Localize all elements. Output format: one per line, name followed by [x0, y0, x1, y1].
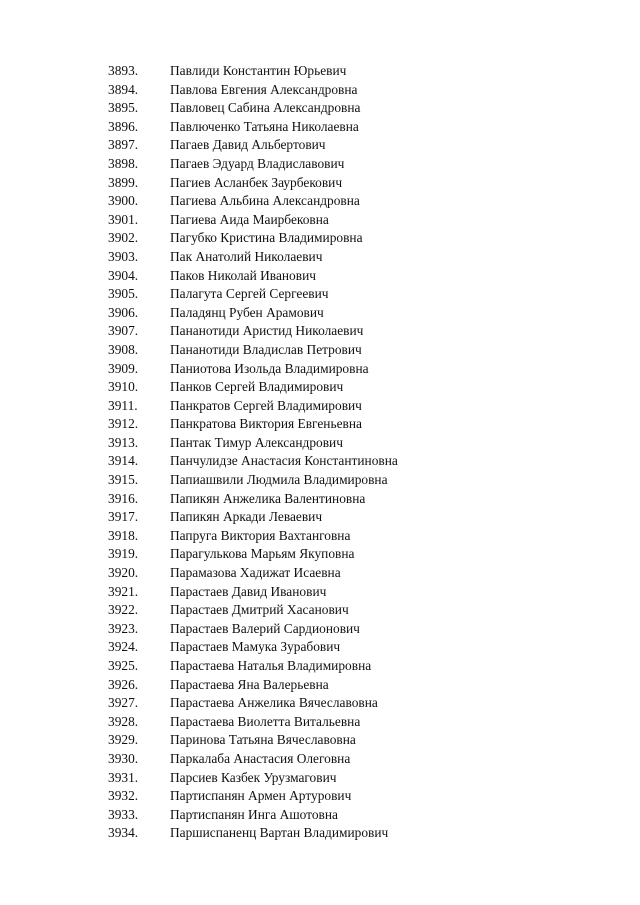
entry-number: 3905.	[108, 286, 139, 302]
list-item	[108, 285, 398, 304]
entry-number: 3911.	[108, 397, 138, 413]
entry-full-name: Паниотова Изольда Владимировна	[170, 360, 369, 376]
entry-number: 3901.	[108, 211, 139, 227]
entry-number: 3916.	[108, 490, 139, 506]
entry-number: 3919.	[108, 546, 139, 562]
list-item	[108, 397, 398, 416]
entry-number: 3913.	[108, 434, 139, 450]
entry-full-name: Паршиспаненц Вартан Владимирович	[170, 825, 389, 841]
list-item	[108, 508, 398, 527]
entry-number: 3894.	[108, 81, 139, 97]
list-item	[108, 564, 398, 583]
entry-full-name: Паркалаба Анастасия Олеговна	[170, 750, 351, 766]
entry-full-name: Пак Анатолий Николаевич	[170, 248, 323, 264]
entry-full-name: Пагаев Эдуард Владиславович	[170, 155, 345, 171]
entry-number: 3920.	[108, 565, 139, 581]
list-item	[108, 248, 398, 267]
list-item	[108, 267, 398, 286]
list-item	[108, 824, 398, 843]
entry-number: 3914.	[108, 453, 139, 469]
entry-number: 3912.	[108, 416, 139, 432]
entry-number: 3896.	[108, 118, 139, 134]
entry-full-name: Парастаев Давид Иванович	[170, 583, 327, 599]
list-item	[108, 731, 398, 750]
entry-full-name: Парастаева Виолетта Витальевна	[170, 713, 361, 729]
list-item	[108, 118, 398, 137]
entry-full-name: Панкратова Виктория Евгеньевна	[170, 416, 362, 432]
entry-full-name: Пагиева Аида Маирбековна	[170, 211, 329, 227]
entry-full-name: Папикян Анжелика Валентиновна	[170, 490, 366, 506]
entry-number: 3902.	[108, 230, 139, 246]
entry-full-name: Панков Сергей Владимирович	[170, 379, 344, 395]
entry-number: 3895.	[108, 100, 139, 116]
entry-full-name: Парастаева Наталья Владимировна	[170, 658, 372, 673]
list-item	[108, 583, 398, 602]
entry-number: 3910.	[108, 379, 139, 395]
entry-full-name: Паринова Татьяна Вячеславовна	[170, 732, 356, 748]
entry-full-name: Пантак Тимур Александрович	[170, 434, 343, 450]
entry-full-name: Парамазова Хадижат Исаевна	[170, 565, 341, 581]
entry-number: 3907.	[108, 323, 139, 339]
list-item	[108, 694, 398, 713]
list-item	[108, 638, 398, 657]
entry-full-name: Павловец Сабина Александровна	[170, 100, 361, 116]
list-item	[108, 490, 398, 509]
entry-full-name: Парастаева Яна Валерьевна	[170, 676, 329, 692]
name-list	[108, 62, 398, 843]
entry-number: 3898.	[108, 155, 139, 171]
entry-number: 3903.	[108, 248, 139, 264]
entry-full-name: Панчулидзе Анастасия Константиновна	[170, 453, 398, 469]
entry-full-name: Парастаев Мамука Зурабович	[170, 639, 341, 655]
list-item	[108, 360, 398, 379]
entry-full-name: Папруга Виктория Вахтанговна	[170, 527, 351, 543]
list-item	[108, 136, 398, 155]
entry-number: 3915.	[108, 472, 139, 488]
list-item	[108, 620, 398, 639]
entry-number: 3933.	[108, 806, 139, 822]
entry-full-name: Паладянц Рубен Арамович	[170, 304, 324, 320]
entry-full-name: Павлиди Константин Юрьевич	[170, 63, 347, 78]
list-item	[108, 471, 398, 490]
list-item	[108, 787, 398, 806]
list-item	[108, 192, 398, 211]
list-item	[108, 415, 398, 434]
entry-number: 3917.	[108, 509, 139, 525]
entry-number: 3928.	[108, 713, 139, 729]
entry-number: 3932.	[108, 788, 139, 804]
list-item	[108, 750, 398, 769]
entry-number: 3931.	[108, 769, 139, 785]
list-item	[108, 527, 398, 546]
entry-full-name: Папиашвили Людмила Владимировна	[170, 472, 388, 488]
list-item	[108, 378, 398, 397]
list-item	[108, 341, 398, 360]
list-item	[108, 545, 398, 564]
entry-full-name: Павлова Евгения Александровна	[170, 81, 358, 97]
entry-number: 3897.	[108, 137, 139, 153]
list-item	[108, 81, 398, 100]
entry-full-name: Паков Николай Иванович	[170, 267, 316, 283]
entry-number: 3929.	[108, 732, 139, 748]
entry-full-name: Павлюченко Татьяна Николаевна	[170, 118, 359, 134]
list-item	[108, 304, 398, 323]
entry-full-name: Пананотиди Владислав Петрович	[170, 341, 362, 357]
entry-number: 3899.	[108, 174, 139, 190]
entry-full-name: Парастаев Валерий Сардионович	[170, 620, 360, 636]
list-item	[108, 806, 398, 825]
entry-number: 3900.	[108, 193, 139, 209]
entry-number: 3923.	[108, 620, 139, 636]
entry-full-name: Палагута Сергей Сергеевич	[170, 286, 329, 302]
list-item	[108, 434, 398, 453]
list-item	[108, 713, 398, 732]
entry-full-name: Парсиев Казбек Урузмагович	[170, 769, 337, 785]
entry-full-name: Партиспанян Армен Артурович	[170, 788, 352, 804]
entry-number: 3918.	[108, 527, 139, 543]
entry-number: 3921.	[108, 583, 139, 599]
entry-full-name: Парастаева Анжелика Вячеславовна	[170, 695, 378, 711]
list-item	[108, 769, 398, 788]
entry-number: 3925.	[108, 658, 139, 673]
entry-number: 3922.	[108, 602, 139, 618]
entry-full-name: Пагубко Кристина Владимировна	[170, 230, 363, 246]
entry-full-name: Панкратов Сергей Владимирович	[170, 397, 362, 413]
entry-full-name: Папикян Аркади Леваевич	[170, 509, 323, 525]
entry-number: 3924.	[108, 639, 139, 655]
entry-number: 3927.	[108, 695, 139, 711]
entry-full-name: Парагулькова Марьям Якуповна	[170, 546, 355, 562]
entry-number: 3934.	[108, 825, 139, 841]
list-item	[108, 174, 398, 193]
entry-full-name: Пагаев Давид Альбертович	[170, 137, 326, 153]
entry-full-name: Пананотиди Аристид Николаевич	[170, 323, 364, 339]
entry-number: 3930.	[108, 750, 139, 766]
entry-full-name: Парастаев Дмитрий Хасанович	[170, 602, 349, 618]
list-item	[108, 211, 398, 230]
entry-number: 3926.	[108, 676, 139, 692]
entry-full-name: Пагиев Асланбек Заурбекович	[170, 174, 343, 190]
entry-number: 3908.	[108, 341, 139, 357]
list-item	[108, 229, 398, 248]
list-item	[108, 676, 398, 695]
list-item	[108, 99, 398, 118]
entry-full-name: Партиспанян Инга Ашотовна	[170, 806, 338, 822]
list-item	[108, 657, 398, 676]
entry-number: 3893.	[108, 63, 139, 78]
entry-number: 3906.	[108, 304, 139, 320]
entry-full-name: Пагиева Альбина Александровна	[170, 193, 360, 209]
list-item	[108, 62, 398, 81]
list-item	[108, 155, 398, 174]
list-item	[108, 322, 398, 341]
entry-number: 3909.	[108, 360, 139, 376]
entry-number: 3904.	[108, 267, 139, 283]
list-item	[108, 452, 398, 471]
list-item	[108, 601, 398, 620]
